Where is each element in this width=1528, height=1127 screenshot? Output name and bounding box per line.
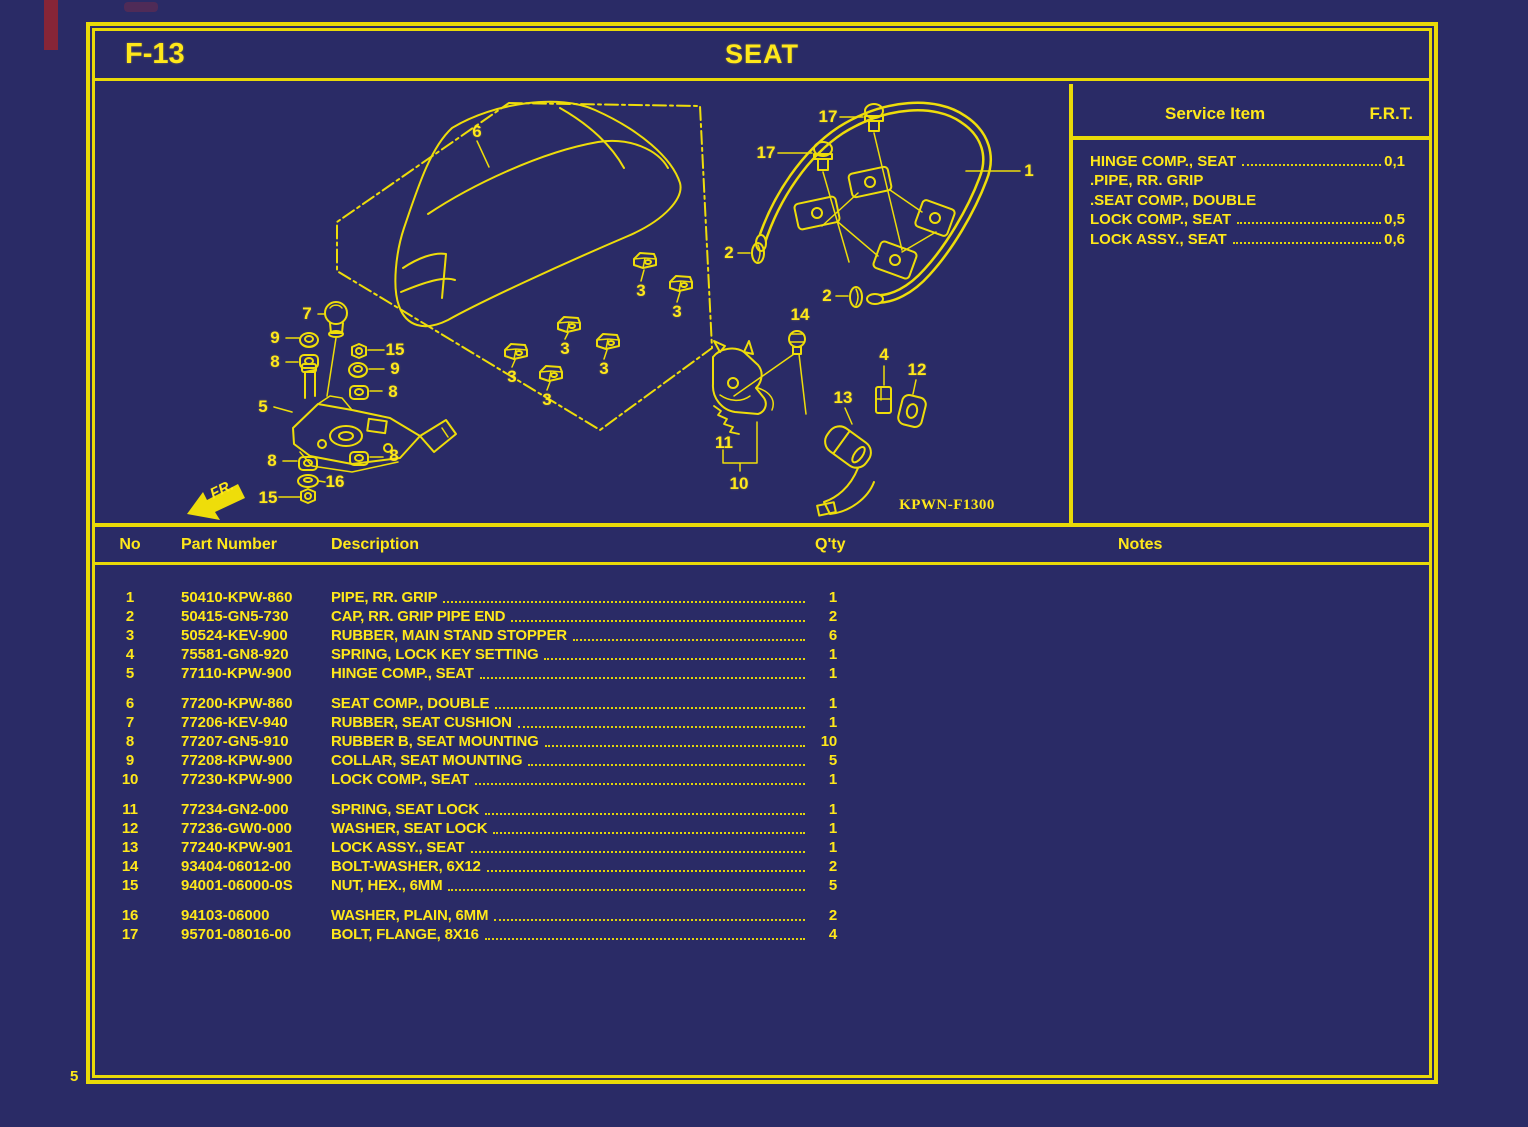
part-callout-8: 8 [270, 352, 280, 371]
parts-table-header [95, 527, 1429, 565]
row-description-text: PIPE, RR. GRIP [331, 589, 438, 606]
service-item-name: .SEAT COMP., DOUBLE [1090, 191, 1257, 209]
table-row[interactable] [95, 925, 1429, 944]
row-part-number: 77234-GN2-000 [181, 801, 289, 818]
row-no: 3 [125, 627, 135, 644]
row-no: 10 [121, 771, 139, 788]
row-part-number: 50415-GN5-730 [181, 608, 289, 625]
col-header-no: No [119, 535, 141, 553]
dot-leader [471, 851, 806, 853]
part-callout-17: 17 [756, 143, 776, 162]
col-header-part-number: Part Number [181, 535, 278, 553]
panel-outline [337, 103, 712, 430]
row-description-text: LOCK ASSY., SEAT [331, 839, 465, 856]
row-no: 14 [121, 858, 139, 875]
part-callout-16: 16 [325, 472, 345, 491]
part-callout-13: 13 [833, 388, 853, 407]
row-qty: 1 [828, 695, 837, 712]
row-description-text: HINGE COMP., SEAT [331, 665, 474, 682]
row-description [331, 839, 807, 856]
table-row[interactable] [95, 645, 1429, 664]
row-part-number: 77236-GW0-000 [181, 820, 292, 837]
part-callout-3: 3 [542, 390, 552, 409]
dot-leader [485, 813, 805, 815]
service-item-name: LOCK ASSY., SEAT [1090, 230, 1227, 248]
col-header-description: Description [331, 535, 420, 553]
row-description [331, 907, 807, 924]
part-callout-5: 5 [258, 397, 268, 416]
row-description [331, 733, 807, 750]
row-part-number: 95701-08016-00 [181, 926, 292, 943]
dot-leader [494, 919, 805, 921]
dot-leader [475, 783, 805, 785]
lock-assy [817, 408, 876, 516]
page-code: F-13 [125, 38, 185, 70]
row-description [331, 752, 807, 769]
row-qty: 4 [828, 926, 837, 943]
bolt-washer [734, 331, 806, 414]
parts-table-body [95, 568, 1429, 1076]
part-callout-3: 3 [672, 302, 682, 321]
service-panel-header [1073, 84, 1429, 136]
service-item-panel [1069, 84, 1429, 523]
row-no: 16 [121, 907, 139, 924]
lock-comp [713, 341, 773, 471]
part-callout-14: 14 [790, 305, 810, 324]
page-title: SEAT [724, 39, 799, 69]
service-item-header: Service Item [1165, 104, 1266, 123]
parts-diagram [95, 84, 1069, 523]
row-part-number: 94103-06000 [181, 907, 270, 924]
part-callout-3: 3 [599, 359, 609, 378]
margin-artifact-glyph: 5 [70, 1068, 79, 1085]
row-description [331, 926, 807, 943]
fr-label: FR. [207, 476, 237, 503]
service-items-list [1073, 140, 1429, 248]
table-row[interactable] [95, 626, 1429, 645]
row-qty: 1 [828, 665, 837, 682]
row-description-text: CAP, RR. GRIP PIPE END [331, 608, 506, 625]
row-description-text: RUBBER B, SEAT MOUNTING [331, 733, 539, 750]
dot-leader [448, 889, 805, 891]
row-description [331, 608, 807, 625]
row-part-number: 77200-KPW-860 [181, 695, 293, 712]
pipe-end-caps [752, 243, 862, 307]
dot-leader [544, 658, 805, 660]
row-no: 5 [125, 665, 135, 682]
row-description-text: NUT, HEX., 6MM [331, 877, 443, 894]
part-callout-11: 11 [715, 433, 733, 452]
fr-direction-arrow [187, 477, 245, 520]
row-qty: 6 [828, 627, 837, 644]
part-callout-8: 8 [388, 382, 398, 401]
service-item [1090, 228, 1405, 248]
service-item-name: HINGE COMP., SEAT [1090, 152, 1237, 170]
part-callout-10: 10 [729, 474, 749, 493]
table-row[interactable] [95, 906, 1429, 925]
dot-leader [511, 620, 805, 622]
table-row[interactable] [95, 800, 1429, 819]
row-description-text: COLLAR, SEAT MOUNTING [331, 752, 523, 769]
seat-cushion-rubber [325, 302, 347, 396]
dot-leader [443, 601, 805, 603]
row-description [331, 714, 807, 731]
service-item [1090, 209, 1405, 229]
row-qty: 2 [828, 907, 837, 924]
row-description [331, 695, 807, 712]
part-callout-1: 1 [1024, 161, 1034, 180]
row-no: 6 [125, 695, 135, 712]
lock-key-spring [876, 366, 891, 413]
dot-leader [487, 870, 805, 872]
part-callout-12: 12 [907, 360, 927, 379]
hinge-comp [293, 364, 456, 472]
part-callout-9: 9 [270, 328, 280, 347]
page-header [95, 31, 1429, 81]
scan-artifact-red [44, 0, 58, 50]
dot-leader [485, 938, 805, 940]
row-part-number: 50410-KPW-860 [181, 589, 293, 606]
part-callout-3: 3 [507, 367, 517, 386]
row-qty: 1 [828, 801, 837, 818]
row-description-text: SPRING, SEAT LOCK [331, 801, 479, 818]
service-item-frt: 0,5 [1384, 211, 1405, 228]
rubber-stoppers [505, 253, 692, 390]
row-qty: 1 [828, 714, 837, 731]
row-description [331, 646, 807, 663]
row-description-text: LOCK COMP., SEAT [331, 771, 469, 788]
dot-leader [528, 764, 805, 766]
part-callout-4: 4 [879, 345, 889, 364]
row-part-number: 77240-KPW-901 [181, 839, 293, 856]
diagram-code: KPWN-F1300 [899, 497, 995, 513]
row-description [331, 820, 807, 837]
row-description [331, 801, 807, 818]
dot-leader [518, 726, 805, 728]
dot-leader [545, 745, 805, 747]
row-no: 15 [121, 877, 139, 894]
service-item-frt: 0,6 [1384, 230, 1405, 248]
row-description [331, 877, 807, 894]
row-no: 7 [125, 714, 135, 731]
part-callout-9: 9 [390, 359, 400, 378]
part-callout-2: 2 [724, 243, 734, 262]
dot-leader [480, 677, 805, 679]
row-description-text: SEAT COMP., DOUBLE [331, 695, 490, 712]
row-no: 17 [121, 926, 139, 943]
row-description-text: WASHER, PLAIN, 6MM [331, 907, 489, 924]
dot-leader [1242, 164, 1381, 166]
row-part-number: 77207-GN5-910 [181, 733, 289, 750]
row-description-text: BOLT-WASHER, 6X12 [331, 858, 481, 875]
service-item-frt: 0,1 [1384, 152, 1405, 170]
part-callout-15: 15 [258, 488, 278, 507]
table-row[interactable] [95, 732, 1429, 751]
part-callout-2: 2 [822, 286, 832, 305]
dot-leader [573, 639, 805, 641]
part-callout-15: 15 [385, 340, 405, 359]
row-description-text: WASHER, SEAT LOCK [331, 820, 488, 837]
seat-comp-double [395, 102, 680, 326]
row-qty: 5 [828, 877, 837, 894]
table-row[interactable] [95, 751, 1429, 770]
col-header-notes: Notes [1118, 535, 1163, 553]
part-callout-6: 6 [472, 122, 482, 141]
seat-lock-washer [897, 380, 928, 428]
row-qty: 1 [828, 646, 837, 663]
row-no: 9 [125, 752, 135, 769]
row-description [331, 771, 807, 788]
row-description-text: BOLT, FLANGE, 8X16 [331, 926, 479, 943]
row-qty: 2 [828, 858, 837, 875]
table-row[interactable] [95, 607, 1429, 626]
row-no: 11 [122, 801, 138, 818]
row-description [331, 858, 807, 875]
row-part-number: 77206-KEV-940 [181, 714, 288, 731]
row-part-number: 94001-06000-0S [181, 877, 293, 894]
row-part-number: 77230-KPW-900 [181, 771, 293, 788]
row-description [331, 589, 807, 606]
service-item-name: .PIPE, RR. GRIP [1090, 172, 1204, 189]
table-row[interactable] [95, 694, 1429, 713]
service-item [1090, 189, 1405, 209]
row-qty: 1 [828, 820, 837, 837]
row-part-number: 77208-KPW-900 [181, 752, 293, 769]
service-item [1090, 150, 1405, 170]
part-callout-3: 3 [636, 281, 646, 300]
table-row[interactable] [95, 664, 1429, 683]
row-qty: 2 [828, 608, 837, 625]
dot-leader [495, 707, 805, 709]
row-part-number: 93404-06012-00 [181, 858, 292, 875]
part-callout-7: 7 [302, 304, 312, 323]
row-no: 2 [125, 608, 135, 625]
grip-pipe [756, 107, 987, 304]
row-qty: 10 [820, 733, 837, 750]
row-qty: 5 [828, 752, 837, 769]
row-no: 1 [125, 589, 135, 606]
part-callout-8: 8 [389, 446, 399, 465]
service-item [1090, 170, 1405, 190]
table-row[interactable] [95, 819, 1429, 838]
row-description [331, 665, 807, 682]
scan-artifact-smudge [124, 2, 158, 12]
row-no: 13 [121, 839, 139, 856]
row-description-text: SPRING, LOCK KEY SETTING [331, 646, 539, 663]
part-callout-8: 8 [267, 451, 277, 470]
table-row[interactable] [95, 588, 1429, 607]
dot-leader [1233, 242, 1381, 244]
table-row[interactable] [95, 876, 1429, 895]
col-header-qty: Q'ty [815, 535, 846, 553]
row-part-number: 75581-GN8-920 [181, 646, 289, 663]
table-row[interactable] [95, 857, 1429, 876]
leader-lines [274, 117, 1020, 497]
row-no: 8 [125, 733, 135, 750]
row-qty: 1 [828, 771, 837, 788]
table-row[interactable] [95, 770, 1429, 789]
row-no: 4 [125, 646, 135, 663]
part-callout-17: 17 [818, 107, 838, 126]
row-description-text: RUBBER, SEAT CUSHION [331, 714, 512, 731]
service-item-name: LOCK COMP., SEAT [1090, 211, 1232, 228]
row-part-number: 50524-KEV-900 [181, 627, 288, 644]
frt-header: F.R.T. [1369, 104, 1413, 123]
row-qty: 1 [828, 589, 837, 606]
row-no: 12 [121, 820, 139, 837]
row-part-number: 77110-KPW-900 [181, 665, 292, 682]
table-row[interactable] [95, 838, 1429, 857]
part-callout-3: 3 [560, 339, 570, 358]
dot-leader [1237, 222, 1381, 224]
row-qty: 1 [828, 839, 837, 856]
table-row[interactable] [95, 713, 1429, 732]
row-description [331, 627, 807, 644]
dot-leader [493, 832, 805, 834]
row-description-text: RUBBER, MAIN STAND STOPPER [331, 627, 567, 644]
